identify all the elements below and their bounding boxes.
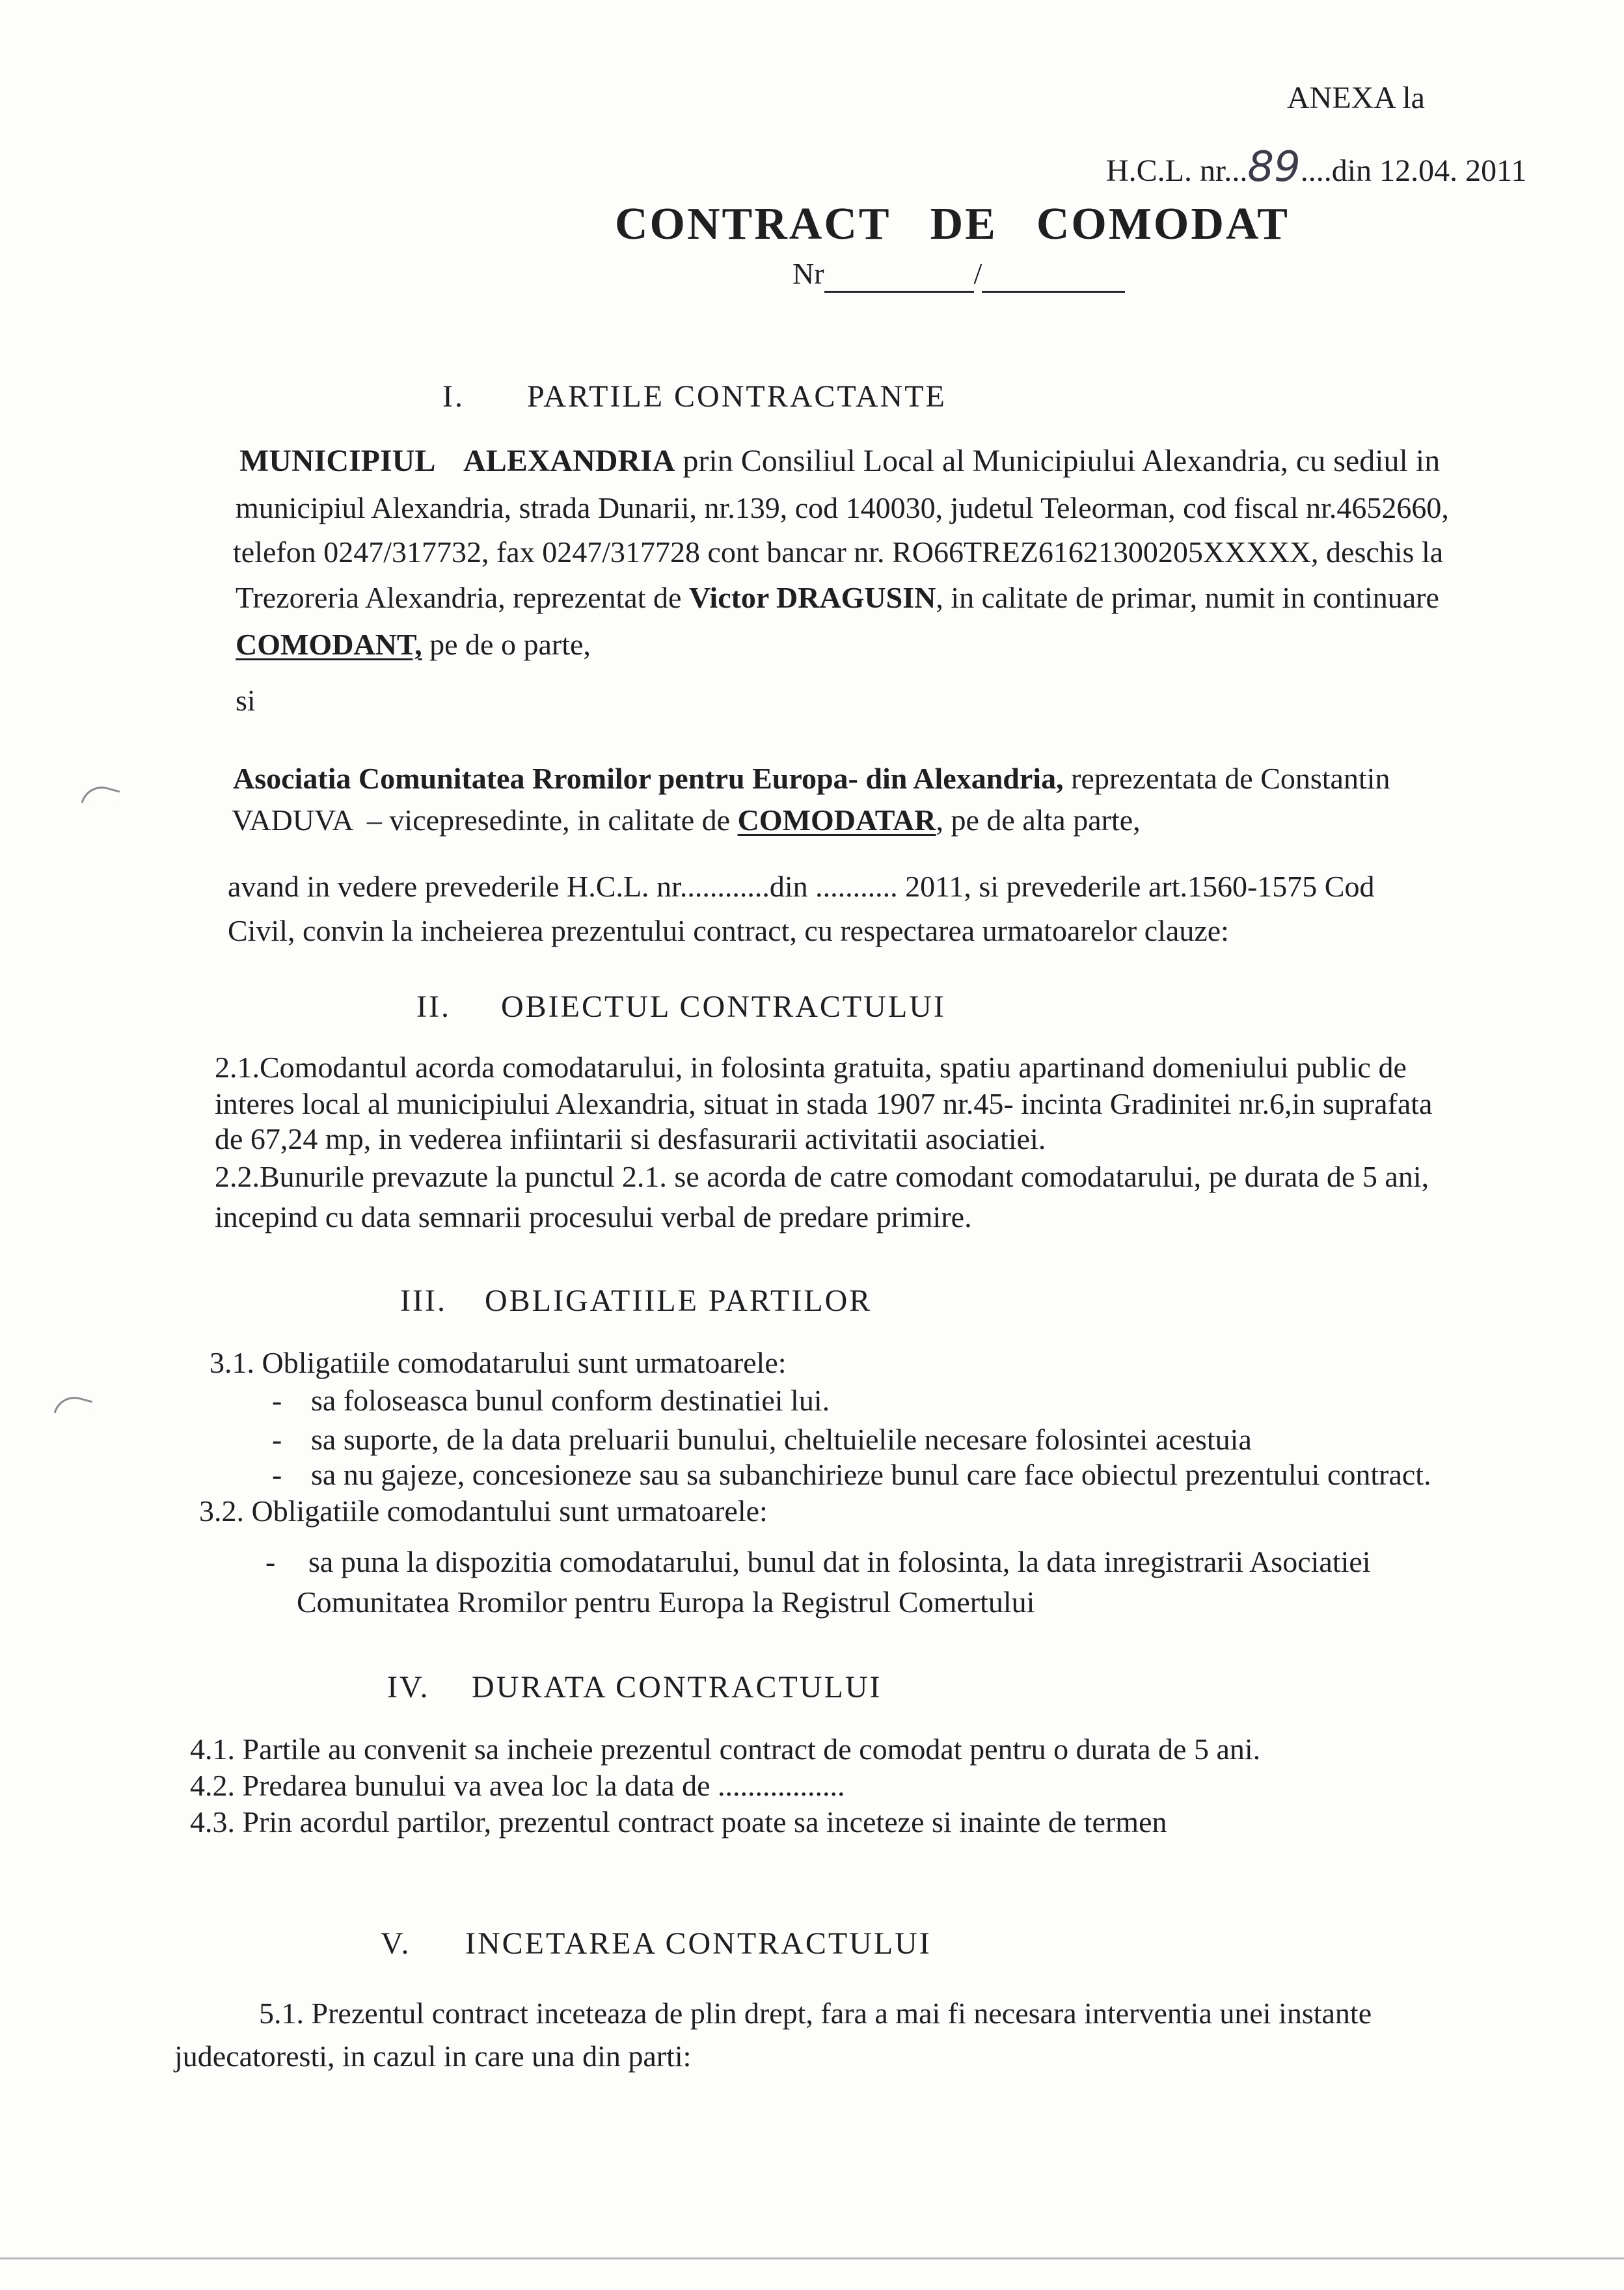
obligatii-bullet-4 — [265, 1543, 1371, 1581]
section-4-number: IV. — [387, 1670, 430, 1704]
durata-line-2: 4.2. Predarea bunului va avea loc la data de ................. — [190, 1769, 845, 1802]
scan-bottom-edge — [0, 2257, 1624, 2259]
durata-line-3: 4.3. Prin acordul partilor, prezentul contract poate sa inceteze si inainte de termen — [190, 1805, 1167, 1839]
comodatar-role: COMODATAR — [737, 803, 936, 837]
bullet-2-text: sa suporte, de la data preluarii bunului, cheltuielile necesare folosintei acestuia — [311, 1423, 1252, 1456]
parties-line-6 — [233, 760, 1390, 798]
conjunction-si: si — [236, 684, 256, 717]
parties-line-7-a: VADUVA – vicepresedinte, in calitate de — [232, 803, 738, 837]
section-1-number: I. — [442, 379, 465, 414]
parties-line-6-rest: reprezentata de Constantin — [1063, 762, 1390, 795]
parties-line-7 — [232, 801, 1141, 839]
obligatii-comodatar-intro: 3.1. Obligatiile comodatarului sunt urmatoarele: — [210, 1346, 787, 1379]
comodatar-name: Asociatia Comunitatea Rromilor pentru Europa- din Alexandria, — [233, 762, 1064, 795]
obiect-line-2: interes local al municipiului Alexandria, situat in stada 1907 nr.45- incinta Gradinitei nr.6,in suprafata — [215, 1087, 1433, 1120]
title-word-comodat: COMODAT — [1036, 199, 1290, 249]
parties-line-3: telefon 0247/317732, fax 0247/317728 cont bancar nr. RO66TREZ61621300205XXXXX, deschis la — [233, 535, 1444, 569]
contract-number-label: Nr — [792, 257, 824, 290]
section-3-heading — [400, 1283, 872, 1319]
parties-line-2: municipiul Alexandria, strada Dunarii, nr.139, cod 140030, judetul Teleorman, cod fiscal nr.4652660, — [236, 491, 1449, 524]
obligatii-bullet-2 — [272, 1421, 1252, 1459]
contract-number-line — [792, 255, 1125, 293]
hcl-reference — [1106, 143, 1527, 191]
hcl-suffix: din 12.04. 2011 — [1331, 154, 1527, 188]
durata-line-1: 4.1. Partile au convenit sa incheie prezentul contract de comodat pentru o durata de 5 ani. — [190, 1732, 1261, 1766]
section-3-title: OBLIGATIILE PARTILOR — [485, 1284, 873, 1318]
contract-number-slash: / — [973, 257, 982, 290]
section-5-heading — [381, 1926, 932, 1961]
parties-line-4-b: , in calitate de primar, numit in continuare — [936, 581, 1439, 614]
parties-line-5 — [236, 626, 591, 664]
section-2-title: OBIECTUL CONTRACTULUI — [501, 990, 946, 1024]
obligatii-bullet-4-continuation: Comunitatea Rromilor pentru Europa la Registrul Comertului — [297, 1585, 1035, 1619]
hcl-dots-before: ... — [1224, 154, 1248, 188]
comodant-name: MUNICIPIUL ALEXANDRIA — [239, 444, 675, 478]
parties-line-8: avand in vedere prevederile H.C.L. nr............din ........... 2011, si prevederile art.1560-1575 Cod — [228, 870, 1375, 903]
scan-punch-mark — [81, 782, 120, 812]
section-1-heading — [442, 379, 947, 414]
comodant-role: COMODANT, — [236, 628, 422, 661]
section-3-number: III. — [400, 1284, 447, 1318]
hcl-prefix: H.C.L. nr — [1106, 154, 1225, 188]
parties-line-4 — [236, 579, 1439, 617]
contract-title — [615, 198, 1290, 250]
obiect-line-1: 2.1.Comodantul acorda comodatarului, in folosinta gratuita, spatiu apartinand domeniului public de — [215, 1051, 1407, 1084]
contract-date-blank — [982, 262, 1125, 293]
mayor-name: Victor DRAGUSIN — [688, 581, 936, 614]
obiect-line-4: 2.2.Bunurile prevazute la punctul 2.1. se acorda de catre comodant comodatarului, pe durata de 5 ani, — [215, 1160, 1429, 1193]
section-1-title: PARTILE CONTRACTANTE — [527, 379, 947, 414]
scan-punch-mark — [54, 1392, 93, 1422]
section-4-title: DURATA CONTRACTULUI — [472, 1670, 882, 1704]
bullet-1-text: sa foloseasca bunul conform destinatiei lui. — [311, 1384, 830, 1417]
section-2-heading — [416, 989, 946, 1025]
parties-line-7-b: , pe de alta parte, — [936, 803, 1141, 837]
parties-line-1-rest: prin Consiliul Local al Municipiului Alexandria, cu sediul in — [675, 444, 1441, 478]
contract-number-blank — [824, 262, 974, 293]
incetare-line-2: judecatoresti, in cazul in care una din parti: — [174, 2040, 692, 2073]
section-5-title: INCETAREA CONTRACTULUI — [465, 1926, 932, 1961]
bullet-dash: - — [272, 1423, 282, 1456]
parties-line-5-rest: pe de o parte, — [422, 628, 591, 661]
parties-line-4-a: Trezoreria Alexandria, reprezentat de — [236, 581, 689, 614]
obligatii-bullet-1 — [272, 1382, 830, 1420]
obiect-line-5: incepind cu data semnarii procesului verbal de predare primire. — [215, 1200, 972, 1233]
parties-line-9: Civil, convin la incheierea prezentului contract, cu respectarea urmatoarelor clauze: — [228, 914, 1229, 947]
section-2-number: II. — [416, 990, 451, 1024]
parties-line-1 — [239, 442, 1440, 480]
hcl-dots-after: .... — [1300, 154, 1332, 188]
incetare-line-1: 5.1. Prezentul contract inceteaza de plin drept, fara a mai fi necesara interventia unei instante — [259, 1997, 1372, 2030]
bullet-3-text: sa nu gajeze, concesioneze sau sa subanchirieze bunul care face obiectul prezentului contract. — [311, 1458, 1431, 1491]
bullet-dash: - — [272, 1458, 282, 1491]
annex-label: ANEXA la — [1287, 81, 1425, 115]
bullet-dash: - — [265, 1545, 276, 1578]
hcl-handwritten-number: 89 — [1247, 143, 1301, 191]
section-5-number: V. — [381, 1926, 411, 1961]
obligatii-comodant-intro: 3.2. Obligatiile comodantului sunt urmatoarele: — [199, 1494, 768, 1528]
obligatii-bullet-3 — [272, 1456, 1431, 1494]
bullet-dash: - — [272, 1384, 282, 1417]
bullet-4-text: sa puna la dispozitia comodatarului, bunul dat in folosinta, la data inregistrarii Asociatiei — [308, 1545, 1371, 1578]
title-word-de: DE — [930, 199, 997, 249]
title-word-contract: CONTRACT — [615, 199, 891, 249]
obiect-line-3: de 67,24 mp, in vederea infiintarii si desfasurarii activitatii asociatiei. — [215, 1122, 1046, 1155]
section-4-heading — [387, 1669, 882, 1705]
